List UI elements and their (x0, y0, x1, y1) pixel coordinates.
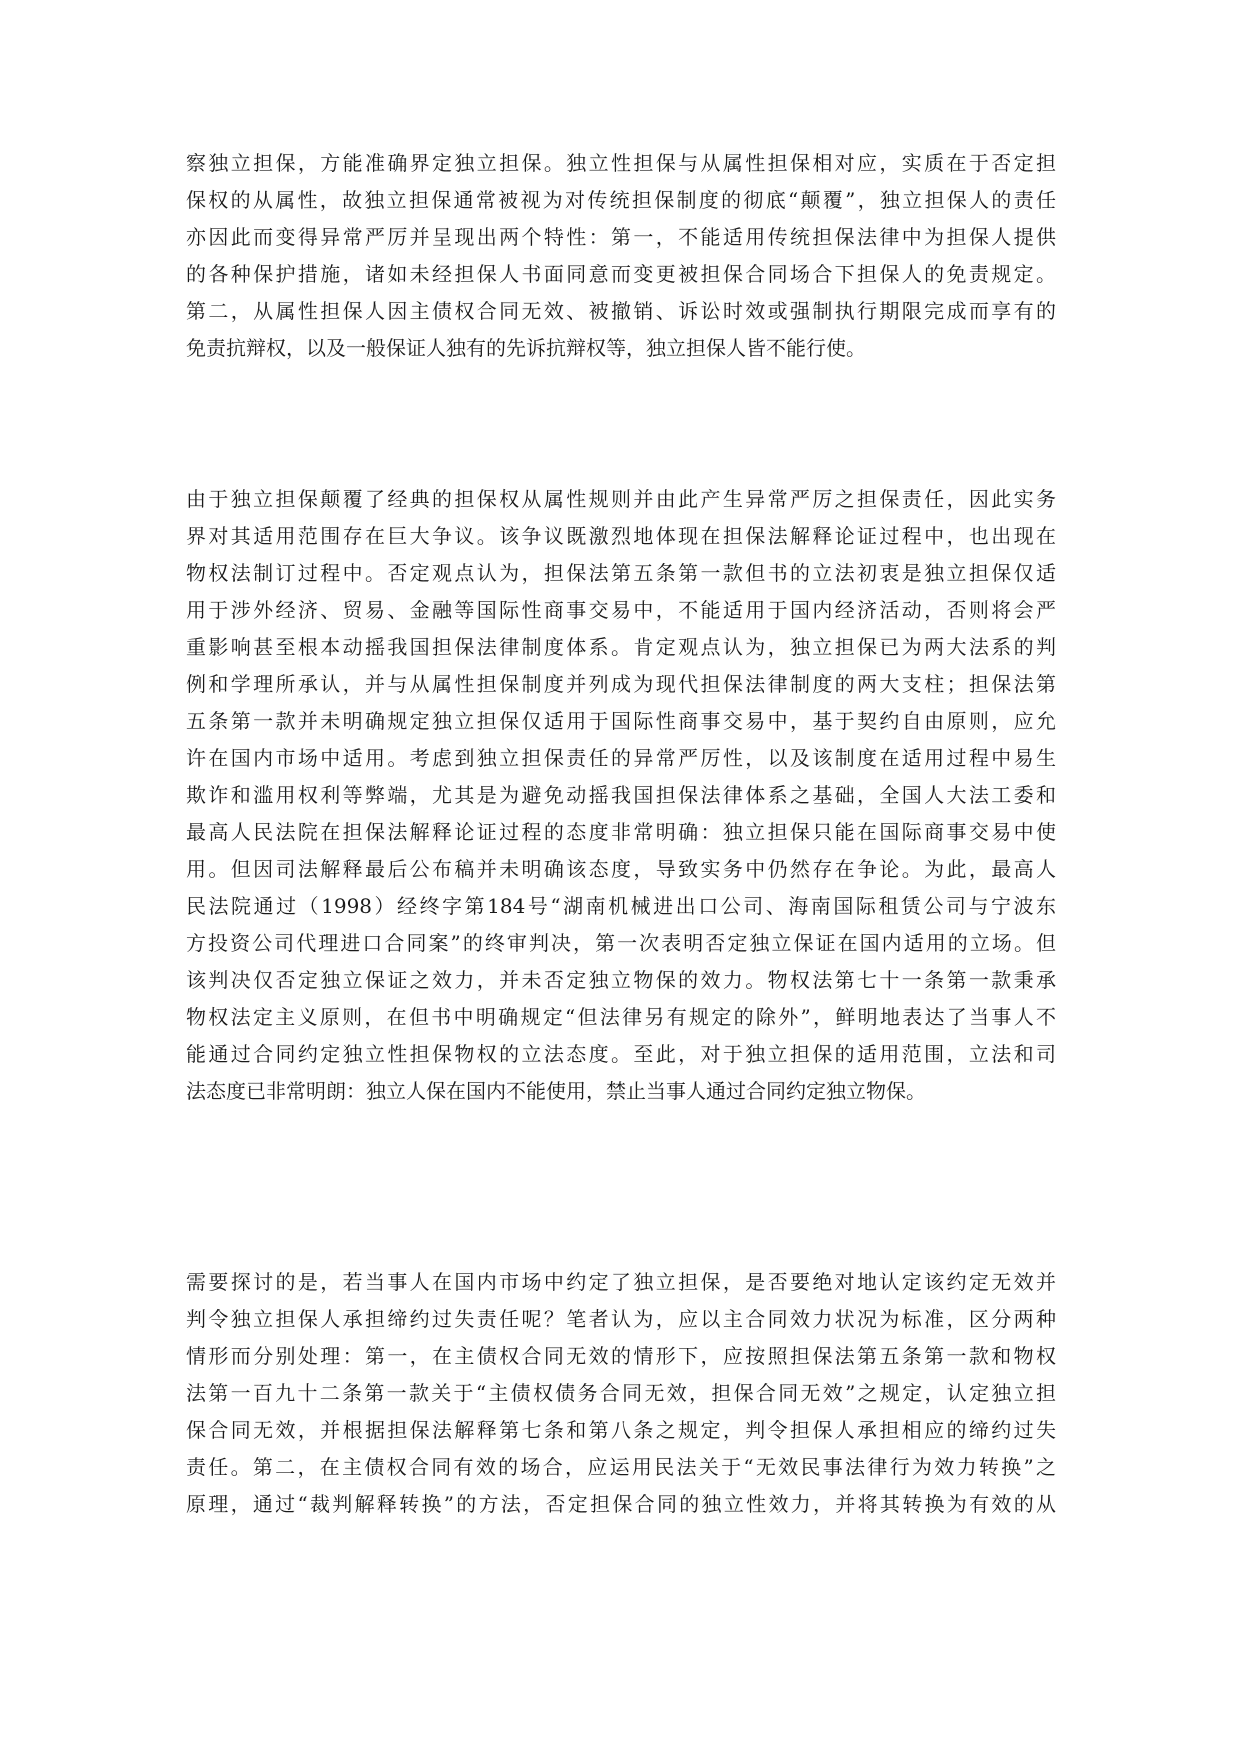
text-line: 察独立担保，方能准确界定独立担保。独立性担保与从属性担保相对应，实质在于否定担 (186, 151, 1056, 175)
text-line: 物权法制订过程中。否定观点认为，担保法第五条第一款但书的立法初衷是独立担保仅适 (186, 561, 1056, 585)
text-line: 保权的从属性，故独立担保通常被视为对传统担保制度的彻底“颠覆”，独立担保人的责任 (186, 188, 1056, 212)
text-line: 用于涉外经济、贸易、金融等国际性商事交易中，不能适用于国内经济活动，否则将会严 (186, 598, 1056, 622)
text-line: 物权法定主义原则，在但书中明确规定“但法律另有规定的除外”，鲜明地表达了当事人不 (186, 1005, 1056, 1029)
paragraph-3 (186, 1264, 1056, 1523)
text-line: 情形而分别处理：第一，在主债权合同无效的情形下，应按照担保法第五条第一款和物权 (186, 1344, 1056, 1368)
paragraph-1 (186, 145, 1056, 367)
text-line: 许在国内市场中适用。考虑到独立担保责任的异常严厉性，以及该制度在适用过程中易生 (186, 746, 1056, 770)
text-line: 责任。第二，在主债权合同有效的场合，应运用民法关于“无效民事法律行为效力转换”之 (186, 1455, 1056, 1479)
text-line: 界对其适用范围存在巨大争议。该争议既激烈地体现在担保法解释论证过程中，也出现在 (186, 524, 1056, 548)
text-line: 原理，通过“裁判解释转换”的方法，否定担保合同的独立性效力，并将其转换为有效的从 (186, 1492, 1056, 1516)
text-line: 需要探讨的是，若当事人在国内市场中约定了独立担保，是否要绝对地认定该约定无效并 (186, 1270, 1056, 1294)
text-line: 欺诈和滥用权利等弊端，尤其是为避免动摇我国担保法律体系之基础，全国人大法工委和 (186, 783, 1056, 807)
text-line: 用。但因司法解释最后公布稿并未明确该态度，导致实务中仍然存在争论。为此，最高人 (186, 857, 1056, 881)
text-line: 民法院通过（1998）经终字第184号“湖南机械进出口公司、海南国际租赁公司与宁波东 (186, 894, 1056, 918)
text-line: 最高人民法院在担保法解释论证过程的态度非常明确：独立担保只能在国际商事交易中使 (186, 820, 1056, 844)
text-line: 法第一百九十二条第一款关于“主债权债务合同无效，担保合同无效”之规定，认定独立担 (186, 1381, 1056, 1405)
text-line: 由于独立担保颠覆了经典的担保权从属性规则并由此产生异常严厉之担保责任，因此实务 (186, 487, 1056, 511)
text-line: 法态度已非常明朗：独立人保在国内不能使用，禁止当事人通过合同约定独立物保。 (186, 1079, 926, 1103)
text-line: 五条第一款并未明确规定独立担保仅适用于国际性商事交易中，基于契约自由原则，应允 (186, 709, 1056, 733)
text-line: 亦因此而变得异常严厉并呈现出两个特性：第一，不能适用传统担保法律中为担保人提供 (186, 225, 1056, 249)
text-line: 该判决仅否定独立保证之效力，并未否定独立物保的效力。物权法第七十一条第一款秉承 (186, 968, 1056, 992)
text-line: 判令独立担保人承担缔约过失责任呢？笔者认为，应以主合同效力状况为标准，区分两种 (186, 1307, 1056, 1331)
text-line: 例和学理所承认，并与从属性担保制度并列成为现代担保法律制度的两大支柱；担保法第 (186, 672, 1056, 696)
text-line: 保合同无效，并根据担保法解释第七条和第八条之规定，判令担保人承担相应的缔约过失 (186, 1418, 1056, 1442)
text-line: 免责抗辩权，以及一般保证人独有的先诉抗辩权等，独立担保人皆不能行使。 (186, 336, 866, 360)
text-line: 第二，从属性担保人因主债权合同无效、被撤销、诉讼时效或强制执行期限完成而享有的 (186, 299, 1056, 323)
text-line: 的各种保护措施，诸如未经担保人书面同意而变更被担保合同场合下担保人的免责规定。 (186, 262, 1056, 286)
text-line: 能通过合同约定独立性担保物权的立法态度。至此，对于独立担保的适用范围，立法和司 (186, 1042, 1056, 1066)
paragraph-2 (186, 481, 1056, 1110)
text-line: 重影响甚至根本动摇我国担保法律制度体系。肯定观点认为，独立担保已为两大法系的判 (186, 635, 1056, 659)
text-line: 方投资公司代理进口合同案”的终审判决，第一次表明否定独立保证在国内适用的立场。但 (186, 931, 1056, 955)
